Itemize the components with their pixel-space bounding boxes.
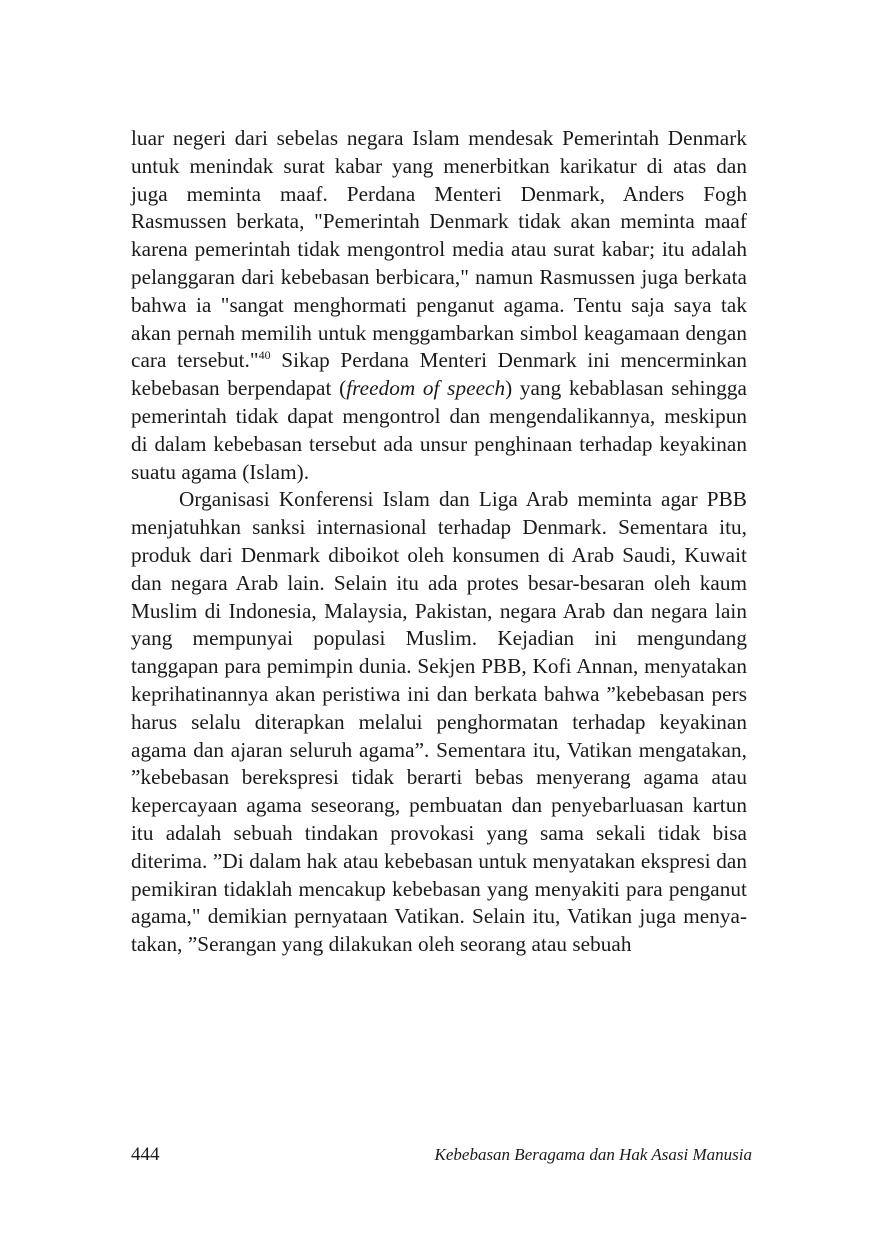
running-title: Kebebasan Beragama dan Hak Asasi Manusia <box>434 1145 752 1164</box>
paragraph-1-text-b: Sikap Perdana Menteri Denmark ini mencerminkan kebebasan berpendapat ( <box>131 348 747 401</box>
page-body <box>131 125 747 959</box>
paragraph-1-text-a: luar negeri dari sebelas negara Islam mendesak Pemerintah Denmark untuk menindak surat kabar yang menerbitkan karikatur di atas dan juga meminta maaf. Perdana Menteri Denmark, Anders Fogh Rasmussen berkata, "Pemerintah Denmark tidak akan meminta maaf karena pemerintah tidak mengontrol media atau surat kabar; itu adalah pelanggaran dari kebebasan berbicara," namun Rasmussen juga berkata bahwa ia "sangat menghormati penganut agama. Tentu saja saya tak akan pernah memilih untuk menggambarkan simbol keagamaan dengan cara tersebut." <box>131 126 747 373</box>
paragraph-1-text-c: ) yang kebablasan sehingga pemerintah tidak dapat mengontrol dan mengendalikannya, meskipun di dalam kebebasan tersebut ada unsur penghinaan terhadap keyakinan suatu agama (Islam). <box>131 376 747 484</box>
page-footer <box>131 1144 752 1166</box>
body-paragraph-1 <box>131 125 747 486</box>
page-number: 444 <box>131 1144 160 1165</box>
body-paragraph-2: Organisasi Konferensi Islam dan Liga Arab meminta agar PBB menjatuhkan sanksi internasional terhadap Denmark. Sementara itu, produk dari Denmark diboikot oleh konsumen di Arab Saudi, Kuwait dan negara Arab lain. Selain itu ada protes besar-besaran oleh kaum Muslim di Indonesia, Malaysia, Pakistan, negara Arab dan negara lain yang mempunyai populasi Muslim. Kejadian ini mengundang tanggapan para pemimpin dunia. Sekjen PBB, Kofi Annan, menyatakan keprihatinannya akan peristiwa ini dan berkata bahwa ”kebebasan pers harus selalu diterapkan melalui penghormatan terhadap keyakinan agama dan ajaran seluruh agama”. Sementara itu, Vatikan mengatakan, ”kebebasan berekspresi tidak berarti bebas menyerang agama atau kepercayaan agama seseorang, pembuatan dan penyebarluasan kartun itu adalah sebuah tindakan provokasi yang sama sekali tidak bisa diterima. ”Di dalam hak atau kebebasan untuk menyatakan ekspresi dan pemikiran tidaklah mencakup kebebasan yang menyakiti para penganut agama," demikian pernyataan Vatikan. Selain itu, Vatikan juga menyatakan, ”Serangan yang dilakukan oleh seorang atau sebuah <box>131 487 747 957</box>
italic-term-freedom-of-speech: freedom of speech <box>346 376 506 401</box>
footnote-reference-40: 40 <box>258 348 271 363</box>
